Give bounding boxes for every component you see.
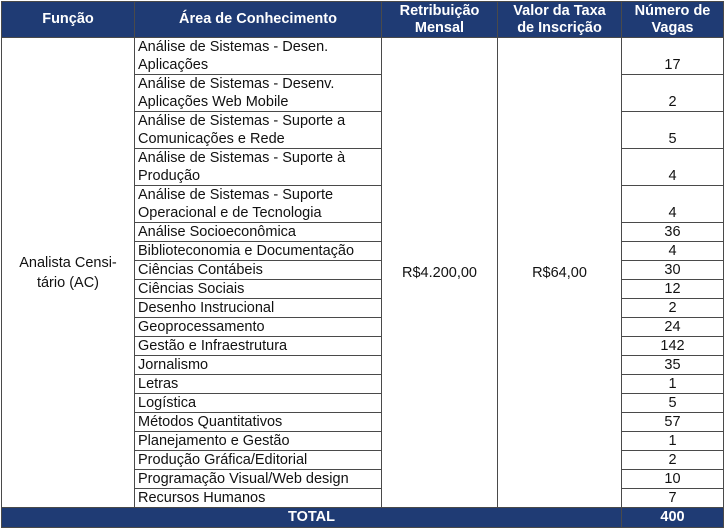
area-cell: Análise de Sistemas - Desen. Aplicações xyxy=(135,38,382,75)
vagas-cell: 4 xyxy=(622,186,724,223)
vagas-table xyxy=(1,1,724,528)
vagas-cell: 4 xyxy=(622,242,724,261)
vagas-cell: 36 xyxy=(622,223,724,242)
vagas-cell: 5 xyxy=(622,112,724,149)
vagas-cell: 5 xyxy=(622,394,724,413)
area-cell: Análise de Sistemas - Desenv. Aplicações Web Mobile xyxy=(135,75,382,112)
area-cell: Análise Socioeconômica xyxy=(135,223,382,242)
vagas-cell: 10 xyxy=(622,470,724,489)
vagas-cell: 4 xyxy=(622,149,724,186)
area-cell: Desenho Instrucional xyxy=(135,299,382,318)
header-area: Área de Conhecimento xyxy=(135,2,382,38)
header-retribuicao: Retribuição Mensal xyxy=(382,2,498,38)
vagas-cell: 17 xyxy=(622,38,724,75)
area-cell: Planejamento e Gestão xyxy=(135,432,382,451)
area-cell: Produção Gráfica/Editorial xyxy=(135,451,382,470)
area-cell: Ciências Sociais xyxy=(135,280,382,299)
total-row xyxy=(2,508,724,528)
vagas-cell: 12 xyxy=(622,280,724,299)
vagas-cell: 35 xyxy=(622,356,724,375)
taxa-cell: R$64,00 xyxy=(498,38,622,508)
area-cell: Biblioteconomia e Documentação xyxy=(135,242,382,261)
area-cell: Análise de Sistemas - Suporte a Comunicações e Rede xyxy=(135,112,382,149)
header-vagas: Número de Vagas xyxy=(622,2,724,38)
vagas-cell: 1 xyxy=(622,432,724,451)
total-value: 400 xyxy=(622,508,724,528)
area-cell: Análise de Sistemas - Suporte à Produção xyxy=(135,149,382,186)
area-cell: Letras xyxy=(135,375,382,394)
total-label: TOTAL xyxy=(2,508,622,528)
funcao-cell: Analista Censi- tário (AC) xyxy=(2,38,135,508)
vagas-cell: 30 xyxy=(622,261,724,280)
area-cell: Logística xyxy=(135,394,382,413)
vagas-cell: 57 xyxy=(622,413,724,432)
area-cell: Análise de Sistemas - Suporte Operacional e de Tecnologia xyxy=(135,186,382,223)
area-cell: Geoprocessamento xyxy=(135,318,382,337)
area-cell: Jornalismo xyxy=(135,356,382,375)
vagas-cell: 2 xyxy=(622,299,724,318)
header-row xyxy=(2,2,724,38)
area-cell: Programação Visual/Web design xyxy=(135,470,382,489)
area-cell: Gestão e Infraestrutura xyxy=(135,337,382,356)
vagas-cell: 142 xyxy=(622,337,724,356)
vagas-cell: 1 xyxy=(622,375,724,394)
table-row xyxy=(2,38,724,75)
header-funcao: Função xyxy=(2,2,135,38)
vagas-cell: 24 xyxy=(622,318,724,337)
header-taxa: Valor da Taxa de Inscrição xyxy=(498,2,622,38)
vagas-cell: 2 xyxy=(622,451,724,470)
vagas-cell: 2 xyxy=(622,75,724,112)
retribuicao-cell: R$4.200,00 xyxy=(382,38,498,508)
area-cell: Ciências Contábeis xyxy=(135,261,382,280)
area-cell: Recursos Humanos xyxy=(135,489,382,508)
area-cell: Métodos Quantitativos xyxy=(135,413,382,432)
vagas-cell: 7 xyxy=(622,489,724,508)
